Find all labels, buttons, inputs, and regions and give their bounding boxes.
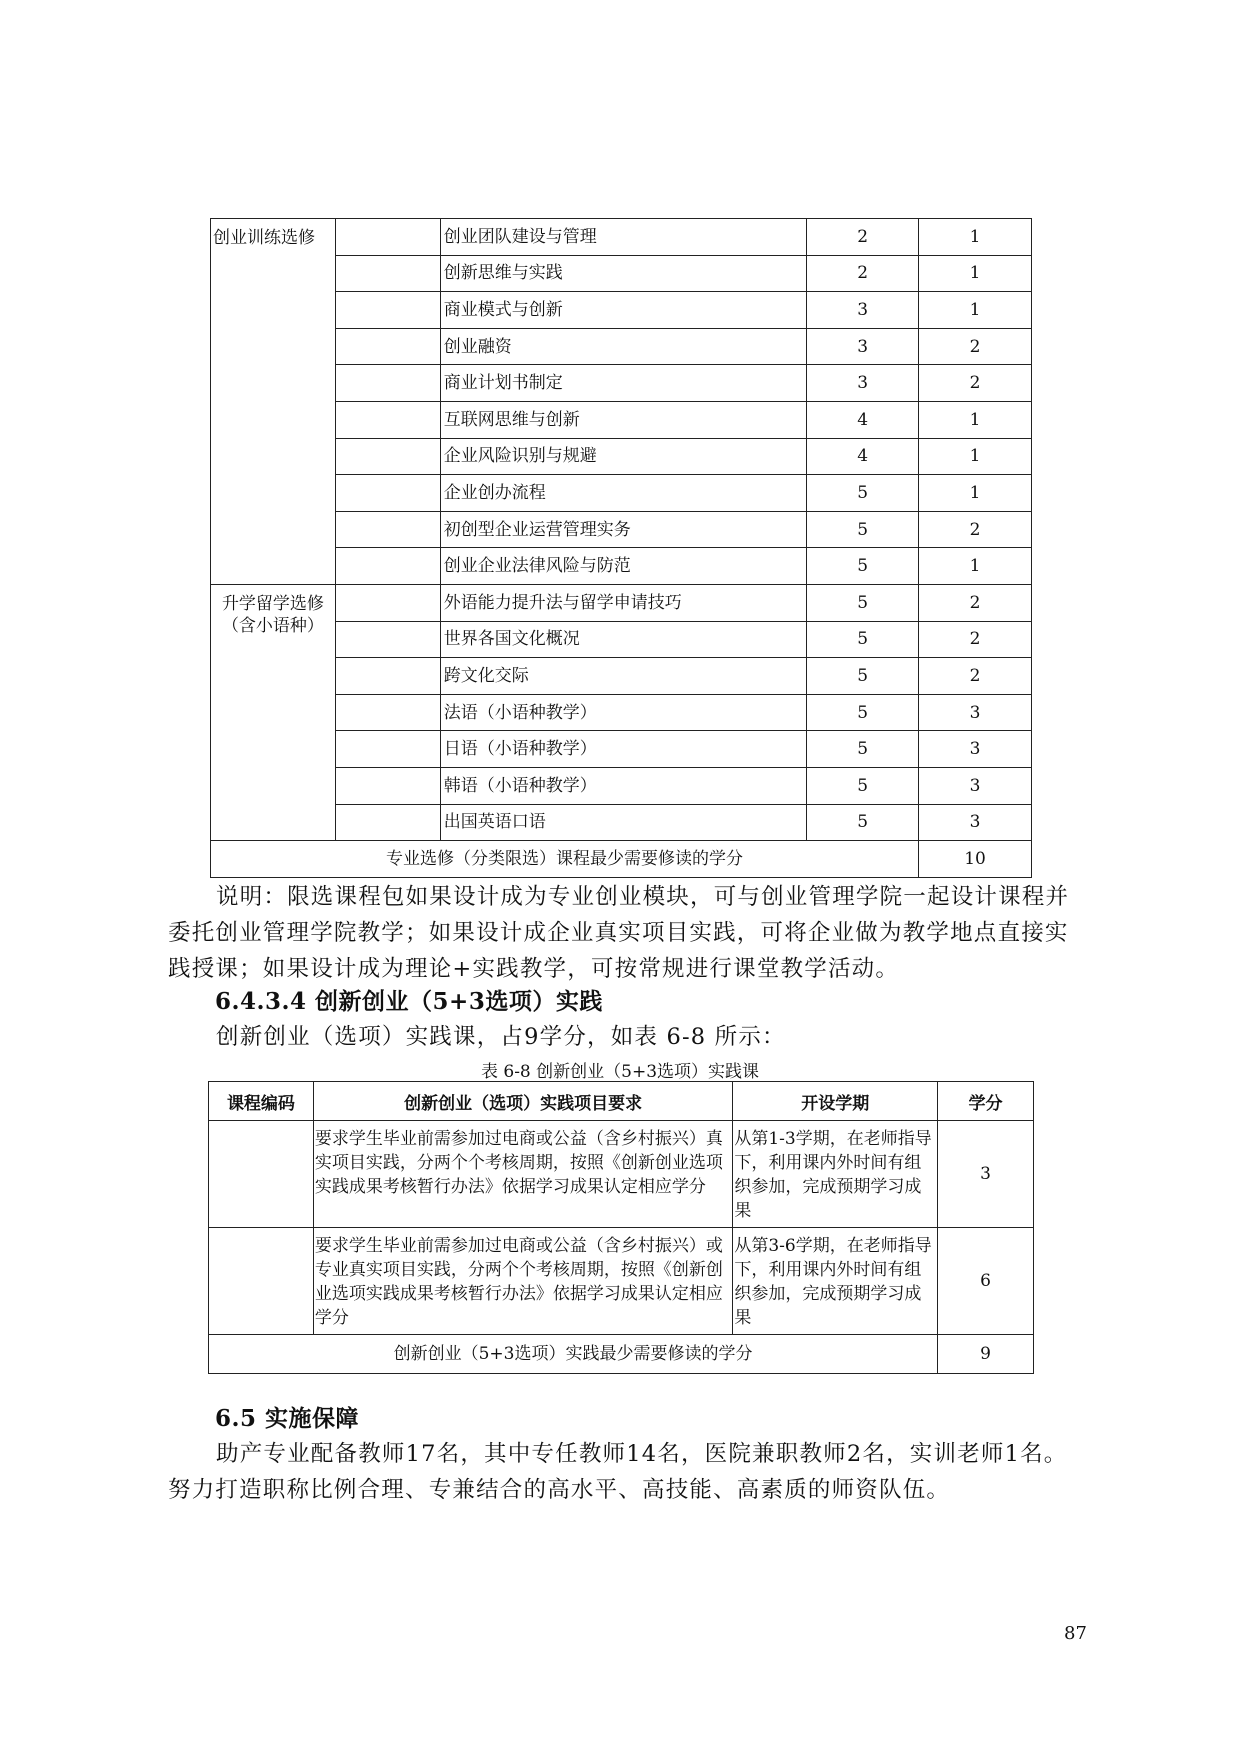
course-name-cell: 创新思维与实践: [440, 255, 807, 292]
course-name-cell: 出国英语口语: [440, 804, 807, 841]
table-row: [209, 1121, 1034, 1228]
term-cell: 从第3-6学期，在老师指导下，利用课内外时间有组织参加，完成预期学习成果: [733, 1228, 938, 1335]
credit-cell: 3: [919, 804, 1032, 841]
course-code-cell: [335, 658, 440, 695]
course-code-cell: [335, 328, 440, 365]
course-name-cell: 企业风险识别与规避: [440, 438, 807, 475]
course-code-cell: [335, 804, 440, 841]
course-name-cell: 企业创办流程: [440, 475, 807, 512]
credit-cell: 3: [919, 694, 1032, 731]
note-paragraph: 说明：限选课程包如果设计成为专业创业模块，可与创业管理学院一起设计课程并委托创业管理学院教学；如果设计成企业真实项目实践，可将企业做为教学地点直接实践授课；如果设计成为理论+实践教学，可按常规进行课堂教学活动。: [168, 884, 1070, 982]
credit-cell: 6: [938, 1228, 1034, 1335]
term-cell: 5: [807, 475, 919, 512]
summary-label: 创新创业（5+3选项）实践最少需要修读的学分: [209, 1335, 938, 1374]
course-code-cell: [335, 584, 440, 621]
elective-course-table-body: [211, 219, 1032, 878]
course-name-cell: 创业企业法律风险与防范: [440, 548, 807, 585]
term-cell: 5: [807, 767, 919, 804]
summary-row: [211, 841, 1032, 878]
header-term: 开设学期: [733, 1082, 938, 1121]
term-cell: 3: [807, 328, 919, 365]
course-code-cell: [209, 1228, 314, 1335]
course-name-cell: 创业团队建设与管理: [440, 219, 807, 256]
course-code-cell: [335, 767, 440, 804]
header-requirement: 创新创业（选项）实践项目要求: [313, 1082, 732, 1121]
course-name-cell: 初创型企业运营管理实务: [440, 511, 807, 548]
credit-cell: 1: [919, 438, 1032, 475]
credit-cell: 1: [919, 475, 1032, 512]
course-code-cell: [335, 255, 440, 292]
credit-cell: 1: [919, 255, 1032, 292]
course-name-cell: 外语能力提升法与留学申请技巧: [440, 584, 807, 621]
course-code-cell: [335, 365, 440, 402]
summary-value: 9: [938, 1335, 1034, 1374]
table-row: [211, 219, 1032, 256]
credit-cell: 1: [919, 548, 1032, 585]
term-cell: 4: [807, 438, 919, 475]
term-cell: 3: [807, 365, 919, 402]
course-name-cell: 日语（小语种教学）: [440, 731, 807, 768]
credit-cell: 2: [919, 365, 1032, 402]
header-course-code: 课程编码: [209, 1082, 314, 1121]
credit-cell: 1: [919, 401, 1032, 438]
requirement-cell: 要求学生毕业前需参加过电商或公益（含乡村振兴）真实项目实践，分两个个考核周期，按照《创新创业选项实践成果考核暂行办法》依据学习成果认定相应学分: [313, 1121, 732, 1228]
course-code-cell: [335, 731, 440, 768]
course-name-cell: 韩语（小语种教学）: [440, 767, 807, 804]
category-cell: 创业训练选修: [211, 219, 336, 585]
course-code-cell: [335, 292, 440, 329]
course-code-cell: [335, 475, 440, 512]
credit-cell: 2: [919, 621, 1032, 658]
credit-cell: 2: [919, 658, 1032, 695]
course-code-cell: [335, 219, 440, 256]
credit-cell: 3: [938, 1121, 1034, 1228]
course-code-cell: [335, 438, 440, 475]
elective-course-table: [210, 218, 1032, 878]
course-name-cell: 商业模式与创新: [440, 292, 807, 329]
course-code-cell: [335, 548, 440, 585]
section-heading-6-4-3-4: 6.4.3.4 创新创业（5+3选项）实践: [215, 988, 603, 1015]
course-code-cell: [335, 511, 440, 548]
course-name-cell: 互联网思维与创新: [440, 401, 807, 438]
term-cell: 4: [807, 401, 919, 438]
term-cell: 5: [807, 511, 919, 548]
course-code-cell: [209, 1121, 314, 1228]
term-cell: 5: [807, 621, 919, 658]
course-name-cell: 法语（小语种教学）: [440, 694, 807, 731]
table-row: [209, 1228, 1034, 1335]
table-header-row: [209, 1082, 1034, 1121]
term-cell: 2: [807, 219, 919, 256]
category-cell: 升学留学选修 （含小语种）: [211, 584, 336, 840]
summary-label: 专业选修（分类限选）课程最少需要修读的学分: [211, 841, 919, 878]
course-code-cell: [335, 401, 440, 438]
credit-cell: 3: [919, 731, 1032, 768]
credit-cell: 3: [919, 767, 1032, 804]
term-cell: 3: [807, 292, 919, 329]
term-cell: 5: [807, 694, 919, 731]
course-code-cell: [335, 621, 440, 658]
term-cell: 5: [807, 731, 919, 768]
credit-cell: 2: [919, 511, 1032, 548]
credit-cell: 2: [919, 584, 1032, 621]
course-name-cell: 创业融资: [440, 328, 807, 365]
credit-cell: 1: [919, 219, 1032, 256]
intro-paragraph: 创新创业（选项）实践课，占9学分，如表 6-8 所示：: [216, 1024, 786, 1050]
course-name-cell: 世界各国文化概况: [440, 621, 807, 658]
table-caption: 表 6-8 创新创业（5+3选项）实践课: [480, 1062, 760, 1082]
term-cell: 5: [807, 804, 919, 841]
term-cell: 从第1-3学期，在老师指导下，利用课内外时间有组织参加，完成预期学习成果: [733, 1121, 938, 1228]
term-cell: 5: [807, 584, 919, 621]
table-row: [211, 584, 1032, 621]
requirement-cell: 要求学生毕业前需参加过电商或公益（含乡村振兴）或专业真实项目实践，分两个个考核周期，按照《创新创业选项实践成果考核暂行办法》依据学习成果认定相应学分: [313, 1228, 732, 1335]
term-cell: 5: [807, 658, 919, 695]
header-credit: 学分: [938, 1082, 1034, 1121]
term-cell: 5: [807, 548, 919, 585]
section-heading-6-5: 6.5 实施保障: [215, 1405, 360, 1432]
course-code-cell: [335, 694, 440, 731]
practice-course-table: [208, 1081, 1034, 1374]
term-cell: 2: [807, 255, 919, 292]
course-name-cell: 跨文化交际: [440, 658, 807, 695]
credit-cell: 2: [919, 328, 1032, 365]
credit-cell: 1: [919, 292, 1032, 329]
course-name-cell: 商业计划书制定: [440, 365, 807, 402]
summary-value: 10: [919, 841, 1032, 878]
staff-paragraph: 助产专业配备教师17名，其中专任教师14名，医院兼职教师2名，实训老师1名。努力打造职称比例合理、专兼结合的高水平、高技能、高素质的师资队伍。: [168, 1441, 1068, 1503]
page-number: 87: [1064, 1623, 1087, 1644]
summary-row: [209, 1335, 1034, 1374]
